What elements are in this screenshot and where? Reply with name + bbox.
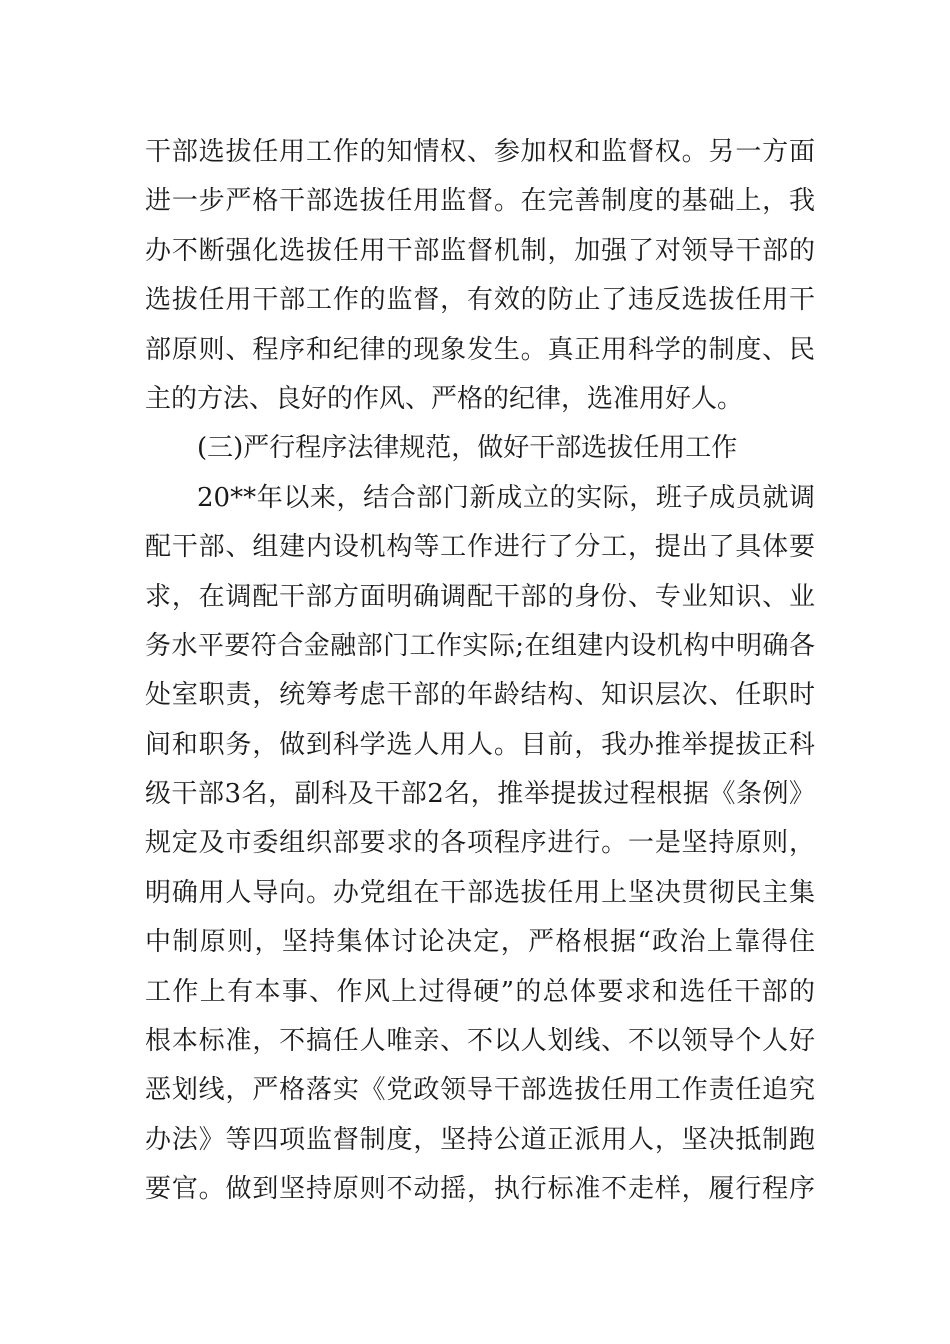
document-body [145,128,815,1215]
text-line-16: 明确用人导向。办党组在干部选拔任用上坚决贯彻民主集 [145,877,815,908]
text-line-4: 选拔任用干部工作的监督，有效的防止了违反选拔任用干 [145,285,815,316]
text-line-17: 中制原则，坚持集体讨论决定，严格根据“政治上靠得住 [145,927,815,958]
text-line-5: 部原则、程序和纪律的现象发生。真正用科学的制度、民 [145,334,815,365]
text-line-11: 务水平要符合金融部门工作实际;在组建内设机构中明确各 [145,630,815,661]
text-line-1: 干部选拔任用工作的知情权、参加权和监督权。另一方面 [145,137,815,167]
text-line-3: 办不断强化选拔任用干部监督机制，加强了对领导干部的 [145,235,815,266]
text-line-19: 根本标准，不搞任人唯亲、不以人划线、不以领导个人好 [145,1026,815,1057]
text-line-8: 20**年以来，结合部门新成立的实际，班子成员就调 [197,482,815,513]
text-line-18: 工作上有本事、作风上过得硬”的总体要求和选任干部的 [145,976,815,1007]
text-line-14: 级干部3名，副科及干部2名，推举提拔过程根据《条例》 [145,779,815,810]
text-line-15: 规定及市委组织部要求的各项程序进行。一是坚持原则， [145,828,815,859]
text-line-20: 恶划线，严格落实《党政领导干部选拔任用工作责任追究 [145,1075,815,1106]
text-line-12: 处室职责，统筹考虑干部的年龄结构、知识层次、任职时 [145,680,815,711]
text-line-9: 配干部、组建内设机构等工作进行了分工，提出了具体要 [145,532,815,563]
text-line-6: 主的方法、良好的作风、严格的纪律，选准用好人。 [145,383,744,414]
text-line-21: 办法》等四项监督制度，坚持公道正派用人，坚决抵制跑 [145,1124,815,1155]
text-line-22: 要官。做到坚持原则不动摇，执行标准不走样，履行程序 [145,1174,815,1205]
section-heading: (三)严行程序法律规范，做好干部选拔任用工作 [197,433,738,464]
text-line-10: 求，在调配干部方面明确调配干部的身份、专业知识、业 [145,581,815,612]
text-line-13: 间和职务，做到科学选人用人。目前，我办推举提拔正科 [145,729,815,760]
text-line-2: 进一步严格干部选拔任用监督。在完善制度的基础上，我 [145,186,815,217]
